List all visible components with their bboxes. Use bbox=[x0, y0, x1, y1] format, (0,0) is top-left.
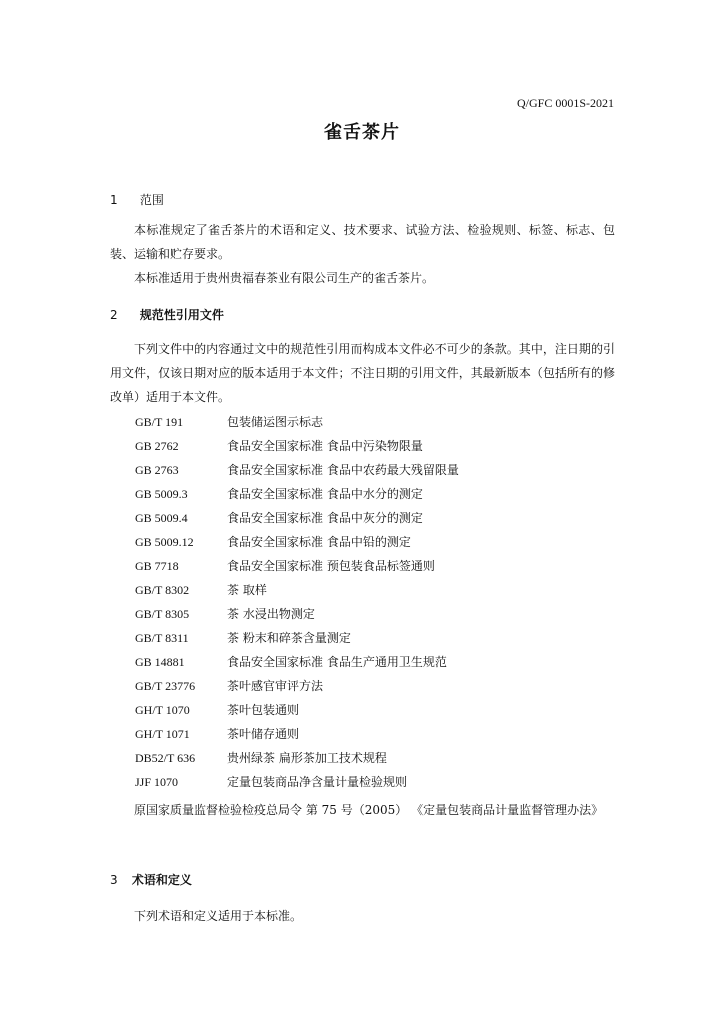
reference-name: 茶 粉末和碎茶含量测定 bbox=[227, 631, 351, 645]
reference-name: 食品安全国家标准 食品中农药最大残留限量 bbox=[227, 463, 459, 477]
reference-item bbox=[135, 530, 459, 554]
document-title: 雀舌茶片 bbox=[324, 122, 400, 143]
reference-name: 茶叶储存通则 bbox=[227, 727, 300, 741]
reference-item bbox=[135, 434, 459, 458]
section-3-heading bbox=[110, 871, 192, 888]
reference-item bbox=[135, 578, 459, 602]
reference-name: 定量包装商品净含量计量检验规则 bbox=[227, 775, 408, 789]
section-3-paragraph-1: 下列术语和定义适用于本标准。 bbox=[134, 909, 303, 923]
reference-name: 食品安全国家标准 食品中灰分的测定 bbox=[227, 511, 423, 525]
section-1-paragraph-2: 本标准适用于贵州贵福春茶业有限公司生产的雀舌茶片。 bbox=[134, 271, 435, 285]
section-2-title: 规范性引用文件 bbox=[139, 308, 224, 322]
reference-name: 贵州绿茶 扁形茶加工技术规程 bbox=[227, 751, 387, 765]
reference-item bbox=[135, 722, 459, 746]
reference-code: GB 7718 bbox=[135, 559, 179, 573]
reference-code: GB 5009.4 bbox=[135, 511, 188, 525]
reference-code: GB/T 8311 bbox=[135, 631, 189, 645]
reference-name: 食品安全国家标准 食品中水分的测定 bbox=[227, 487, 423, 501]
reference-code: GB/T 23776 bbox=[135, 679, 196, 693]
reference-code: GH/T 1070 bbox=[135, 703, 190, 717]
reference-name: 包装储运图示标志 bbox=[227, 415, 324, 429]
section-3-number: 3 bbox=[110, 873, 118, 887]
reference-code: GB 2762 bbox=[135, 439, 179, 453]
reference-list bbox=[135, 410, 459, 794]
reference-code: GB/T 191 bbox=[135, 415, 184, 429]
reference-name: 食品安全国家标准 食品生产通用卫生规范 bbox=[227, 655, 447, 669]
section-2-decree: 原国家质量监督检验检疫总局令 第 75 号（2005） 《定量包装商品计量监督管理办法》 bbox=[134, 803, 604, 817]
reference-item bbox=[135, 602, 459, 626]
reference-code: DB52/T 636 bbox=[135, 751, 196, 765]
reference-code: JJF 1070 bbox=[135, 775, 179, 789]
reference-name: 茶 水浸出物测定 bbox=[227, 607, 315, 621]
reference-item bbox=[135, 554, 459, 578]
reference-item bbox=[135, 482, 459, 506]
section-1-title: 范围 bbox=[139, 193, 164, 207]
section-2-heading bbox=[110, 306, 224, 323]
reference-item bbox=[135, 674, 459, 698]
reference-code: GB/T 8302 bbox=[135, 583, 190, 597]
reference-item bbox=[135, 746, 459, 770]
document-code: Q/GFC 0001S-2021 bbox=[516, 96, 614, 110]
reference-name: 食品安全国家标准 预包装食品标签通则 bbox=[227, 559, 435, 573]
reference-item bbox=[135, 410, 459, 434]
section-3-title: 术语和定义 bbox=[131, 873, 192, 887]
reference-name: 茶 取样 bbox=[227, 583, 267, 597]
reference-code: GB 2763 bbox=[135, 463, 179, 477]
reference-item bbox=[135, 506, 459, 530]
section-1-heading bbox=[110, 191, 164, 208]
reference-code: GB 5009.12 bbox=[135, 535, 194, 549]
reference-name: 食品安全国家标准 食品中污染物限量 bbox=[227, 439, 423, 453]
reference-item bbox=[135, 458, 459, 482]
reference-name: 茶叶感官审评方法 bbox=[227, 679, 324, 693]
reference-item bbox=[135, 770, 459, 794]
reference-code: GH/T 1071 bbox=[135, 727, 190, 741]
reference-code: GB 5009.3 bbox=[135, 487, 188, 501]
reference-code: GB 14881 bbox=[135, 655, 185, 669]
section-2-intro: 下列文件中的内容通过文中的规范性引用而构成本文件必不可少的条款。其中，注日期的引用文件，仅该日期对应的版本适用于本文件；不注日期的引用文件，其最新版本（包括所有的修改单）适用于本文件。 bbox=[110, 342, 615, 404]
reference-item bbox=[135, 698, 459, 722]
reference-code: GB/T 8305 bbox=[135, 607, 190, 621]
reference-item bbox=[135, 650, 459, 674]
section-2-number: 2 bbox=[110, 308, 118, 322]
reference-name: 茶叶包装通则 bbox=[227, 703, 300, 717]
reference-name: 食品安全国家标准 食品中铅的测定 bbox=[227, 535, 411, 549]
section-1-number: 1 bbox=[110, 193, 118, 207]
section-1-paragraph-1: 本标准规定了雀舌茶片的术语和定义、技术要求、试验方法、检验规则、标签、标志、包装、运输和贮存要求。 bbox=[110, 223, 615, 261]
reference-item bbox=[135, 626, 459, 650]
